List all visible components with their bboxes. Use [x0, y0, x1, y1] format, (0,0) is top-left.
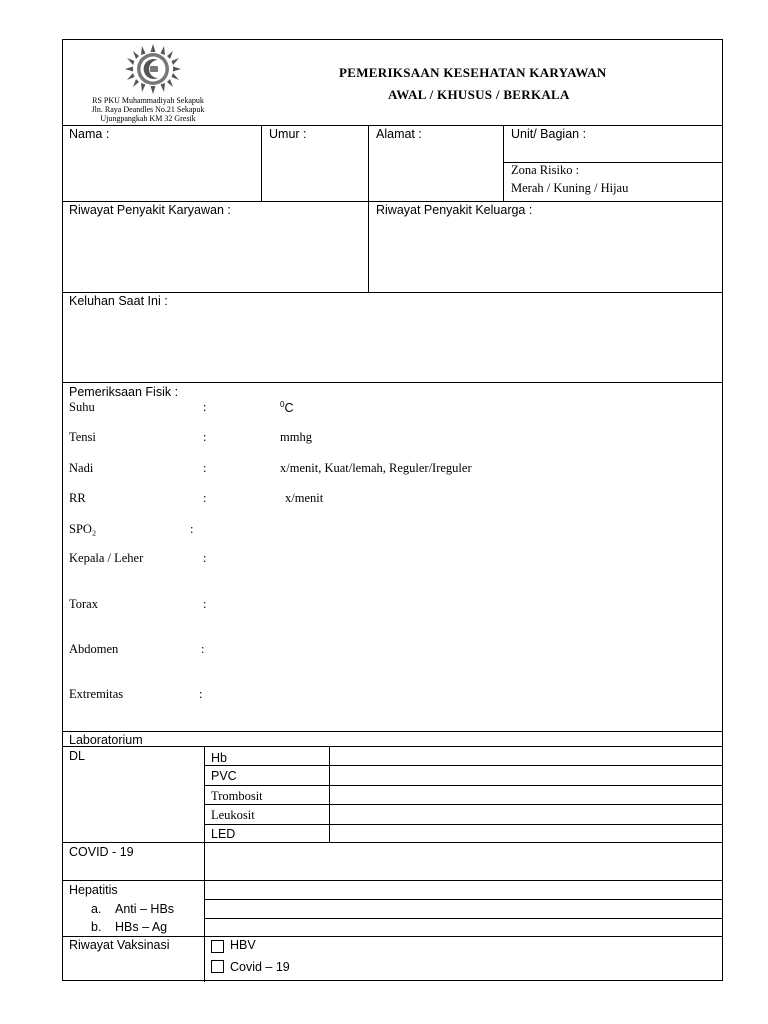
hbv-checkbox[interactable] [211, 940, 224, 953]
rr-unit: x/menit [285, 491, 324, 505]
hospital-city: Ujungpangkah KM 32 Gresik [100, 114, 196, 123]
keluhan-field[interactable] [65, 311, 720, 380]
dl-label: DL [69, 749, 85, 763]
keluhan-label: Keluhan Saat Ini : [69, 294, 168, 308]
rule-covid-bottom [63, 880, 722, 881]
riwayat-keluarga-label: Riwayat Penyakit Keluarga : [376, 203, 533, 217]
riwayat-vaksinasi-label: Riwayat Vaksinasi [69, 938, 170, 952]
covid19-vaccine-label: Covid – 19 [230, 960, 290, 974]
rule-dl-items-right [329, 746, 330, 842]
muhammadiyah-logo-icon [121, 43, 185, 95]
rule-hb-bottom [204, 765, 722, 766]
trombosit-value-field[interactable] [331, 786, 721, 803]
tensi-colon: : [203, 430, 207, 444]
rr-colon: : [203, 491, 207, 505]
pemeriksaan-fisik-heading: Pemeriksaan Fisik : [69, 385, 179, 399]
rule-identity-bottom [63, 201, 722, 202]
hospital-name: RS PKU Muhammadiyah Sekapuk [92, 96, 204, 105]
rr-label: RR [69, 491, 86, 505]
torax-label: Torax [69, 597, 98, 611]
lab-item-pvc: PVC [211, 769, 237, 783]
rule-dl-bottom [63, 842, 722, 843]
hb-value-field[interactable] [331, 747, 721, 764]
hepatitis-value-field[interactable] [206, 882, 721, 898]
lab-item-leukosit: Leukosit [211, 808, 255, 822]
lab-item-led: LED [211, 827, 236, 841]
rule-alamat-right [503, 125, 504, 201]
form-title-line1: PEMERIKSAAN KESEHATAN KARYAWAN [339, 65, 607, 80]
rule-hepatitis-bottom [204, 899, 722, 900]
zona-label: Zona Risiko : [511, 163, 580, 177]
rule-history-bottom [63, 292, 722, 293]
hep-b-marker: b. [91, 920, 102, 934]
abdomen-label: Abdomen [69, 642, 119, 656]
rule-umur-right [368, 125, 369, 201]
covid-label: COVID - 19 [69, 845, 134, 859]
laboratorium-heading: Laboratorium [69, 733, 143, 747]
extremitas-colon: : [199, 687, 203, 701]
nama-field[interactable] [65, 143, 259, 199]
umur-field[interactable] [264, 143, 366, 199]
employee-health-form [62, 39, 723, 981]
spo2-label: SPO₂ [69, 522, 97, 536]
rule-hep-b-bottom [63, 936, 722, 937]
hep-a-marker: a. [91, 902, 102, 916]
lab-item-trombosit: Trombosit [211, 789, 263, 803]
nadi-colon: : [203, 461, 207, 475]
riwayat-keluarga-field[interactable] [371, 220, 720, 290]
hep-a-value-field[interactable] [206, 901, 721, 917]
rule-history-middle [368, 201, 369, 292]
hbv-label: HBV [230, 938, 256, 952]
rule-nama-right [261, 125, 262, 201]
suhu-unit [280, 398, 293, 415]
suhu-unit-c: C [284, 401, 294, 416]
riwayat-karyawan-label: Riwayat Penyakit Karyawan : [69, 203, 231, 217]
torax-colon: : [203, 597, 207, 611]
unit-label: Unit/ Bagian : [511, 127, 587, 141]
suhu-colon: : [203, 400, 207, 414]
nadi-unit: x/menit, Kuat/lemah, Reguler/Ireguler [280, 461, 472, 475]
extremitas-label: Extremitas [69, 687, 124, 701]
alamat-label: Alamat : [376, 127, 422, 141]
rule-header-bottom [63, 125, 722, 126]
form-title-line2: AWAL / KHUSUS / BERKALA [388, 87, 570, 102]
rule-trombosit-bottom [204, 804, 722, 805]
kepala-leher-label: Kepala / Leher [69, 551, 144, 565]
covid-value-field[interactable] [206, 844, 721, 879]
zona-options[interactable]: Merah / Kuning / Hijau [511, 181, 629, 195]
riwayat-karyawan-field[interactable] [65, 220, 366, 290]
unit-field[interactable] [506, 143, 720, 160]
leukosit-value-field[interactable] [331, 806, 721, 823]
spo2-colon: : [190, 522, 194, 536]
pvc-value-field[interactable] [331, 767, 721, 784]
covid19-checkbox[interactable] [211, 960, 224, 973]
nadi-label: Nadi [69, 461, 94, 475]
lab-item-hb: Hb [211, 751, 227, 765]
suhu-unit-degree: 0 [280, 400, 285, 409]
hospital-logo [121, 43, 185, 95]
suhu-label: Suhu [69, 400, 95, 414]
kepala-leher-colon: : [203, 551, 207, 565]
led-value-field[interactable] [331, 825, 721, 841]
hospital-street: Jln. Raya Deandles No.21 Sekapuk [91, 105, 205, 114]
alamat-field[interactable] [371, 143, 501, 199]
rule-physical-bottom [63, 731, 722, 732]
hep-a-label: Anti – HBs [115, 902, 175, 916]
rule-lab-left [204, 746, 205, 982]
hepatitis-label: Hepatitis [69, 883, 118, 897]
rule-complaint-bottom [63, 382, 722, 383]
abdomen-colon: : [201, 642, 205, 656]
umur-label: Umur : [269, 127, 307, 141]
hep-b-value-field[interactable] [206, 919, 721, 935]
tensi-unit: mmhg [280, 430, 312, 444]
tensi-label: Tensi [69, 430, 96, 444]
nama-label: Nama : [69, 127, 110, 141]
hep-b-label: HBs – Ag [115, 920, 168, 934]
hospital-address [63, 96, 233, 123]
